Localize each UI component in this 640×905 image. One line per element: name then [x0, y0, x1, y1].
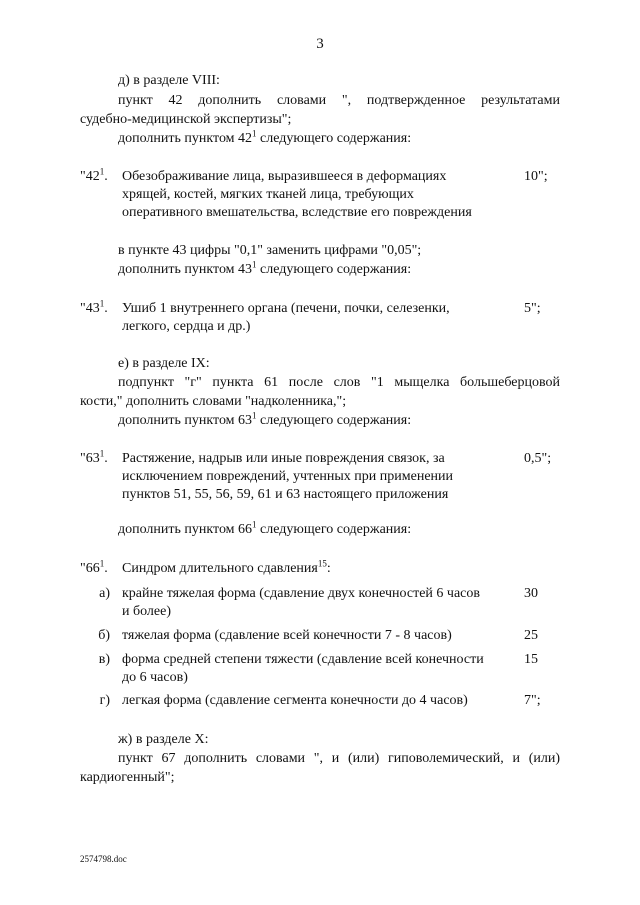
footer-filename: 2574798.doc: [80, 854, 127, 864]
item-63-line1: Растяжение, надрыв или иные повреждения связок, за: [122, 451, 445, 466]
p61-amend-line1: подпункт "г" пункта 61 после слов "1 мыщелка большеберцовой: [118, 375, 560, 390]
subitem-a-letter: а): [99, 586, 110, 601]
subitem-g-value: 7";: [524, 693, 541, 708]
section-e-heading: е) в разделе IX:: [118, 356, 210, 371]
section-zh-heading: ж) в разделе X:: [118, 732, 209, 747]
subitem-a-line2: и более): [122, 604, 172, 619]
p67-amend-line1: пункт 67 дополнить словами ", и (или) гиповолемический, и (или): [118, 751, 560, 766]
p42-amend-line2: судебно-медицинской экспертизы";: [80, 112, 292, 127]
item-43-line2: легкого, сердца и др.): [122, 319, 251, 334]
subitem-g-line1: легкая форма (сдавление сегмента конечности до 4 часов): [122, 693, 468, 708]
subitem-a-line1: крайне тяжелая форма (сдавление двух конечностей 6 часов: [122, 586, 481, 601]
item-66-number: "$66^1$.: [80, 558, 108, 576]
p42-amend-line1: пункт 42 дополнить словами ", подтвержденное результатами: [118, 93, 560, 108]
item-42-number: "$42^1$.: [80, 166, 108, 184]
item-63-line3: пунктов 51, 55, 56, 59, 61 и 63 настоящего приложения: [122, 487, 449, 502]
item-42-line3: оперативного вмешательства, вследствие его повреждения: [122, 205, 472, 220]
subitem-b-letter: б): [98, 628, 110, 643]
item-66-title: Синдром длительного сдавления$^{15}$:: [122, 558, 331, 576]
item-43-value: 5";: [524, 301, 541, 316]
subitem-a-value: 30: [524, 586, 538, 601]
add-item-42-instruction: дополнить пунктом $42^1$ следующего содержания:: [118, 128, 412, 146]
item-43-number: "$43^1$.: [80, 298, 108, 316]
item-42-line2: хрящей, костей, мягких тканей лица, требующих: [122, 187, 414, 202]
subitem-g-letter: г): [99, 693, 110, 708]
p43-change: в пункте 43 цифры "0,1" заменить цифрами "0,05";: [118, 243, 422, 258]
subitem-v-line2: до 6 часов): [122, 670, 188, 685]
item-42-value: 10";: [524, 169, 548, 184]
subitem-v-line1: форма средней степени тяжести (сдавление всей конечности: [122, 652, 484, 667]
item-63-number: "$63^1$.: [80, 448, 108, 466]
add-item-63-instruction: дополнить пунктом $63^1$ следующего содержания:: [118, 410, 412, 428]
p61-amend-line2: кости," дополнить словами "надколенника,";: [80, 394, 347, 409]
section-d-heading: д) в разделе VIII:: [118, 73, 220, 88]
subitem-b-line1: тяжелая форма (сдавление всей конечности 7 - 8 часов): [122, 628, 452, 643]
subitem-b-value: 25: [524, 628, 538, 643]
item-63-line2: исключением повреждений, учтенных при применении: [122, 469, 454, 484]
p67-amend-line2: кардиогенный";: [80, 770, 175, 785]
item-43-line1: Ушиб 1 внутреннего органа (печени, почки, селезенки,: [122, 301, 450, 316]
add-item-66-instruction: дополнить пунктом $66^1$ следующего содержания:: [118, 519, 412, 537]
item-63-value: 0,5";: [524, 451, 552, 466]
add-item-43-instruction: дополнить пунктом $43^1$ следующего содержания:: [118, 259, 412, 277]
subitem-v-letter: в): [98, 652, 110, 667]
item-42-line1: Обезображивание лица, выразившееся в деформациях: [122, 169, 447, 184]
subitem-v-value: 15: [524, 652, 538, 667]
page-number: 3: [316, 36, 324, 52]
